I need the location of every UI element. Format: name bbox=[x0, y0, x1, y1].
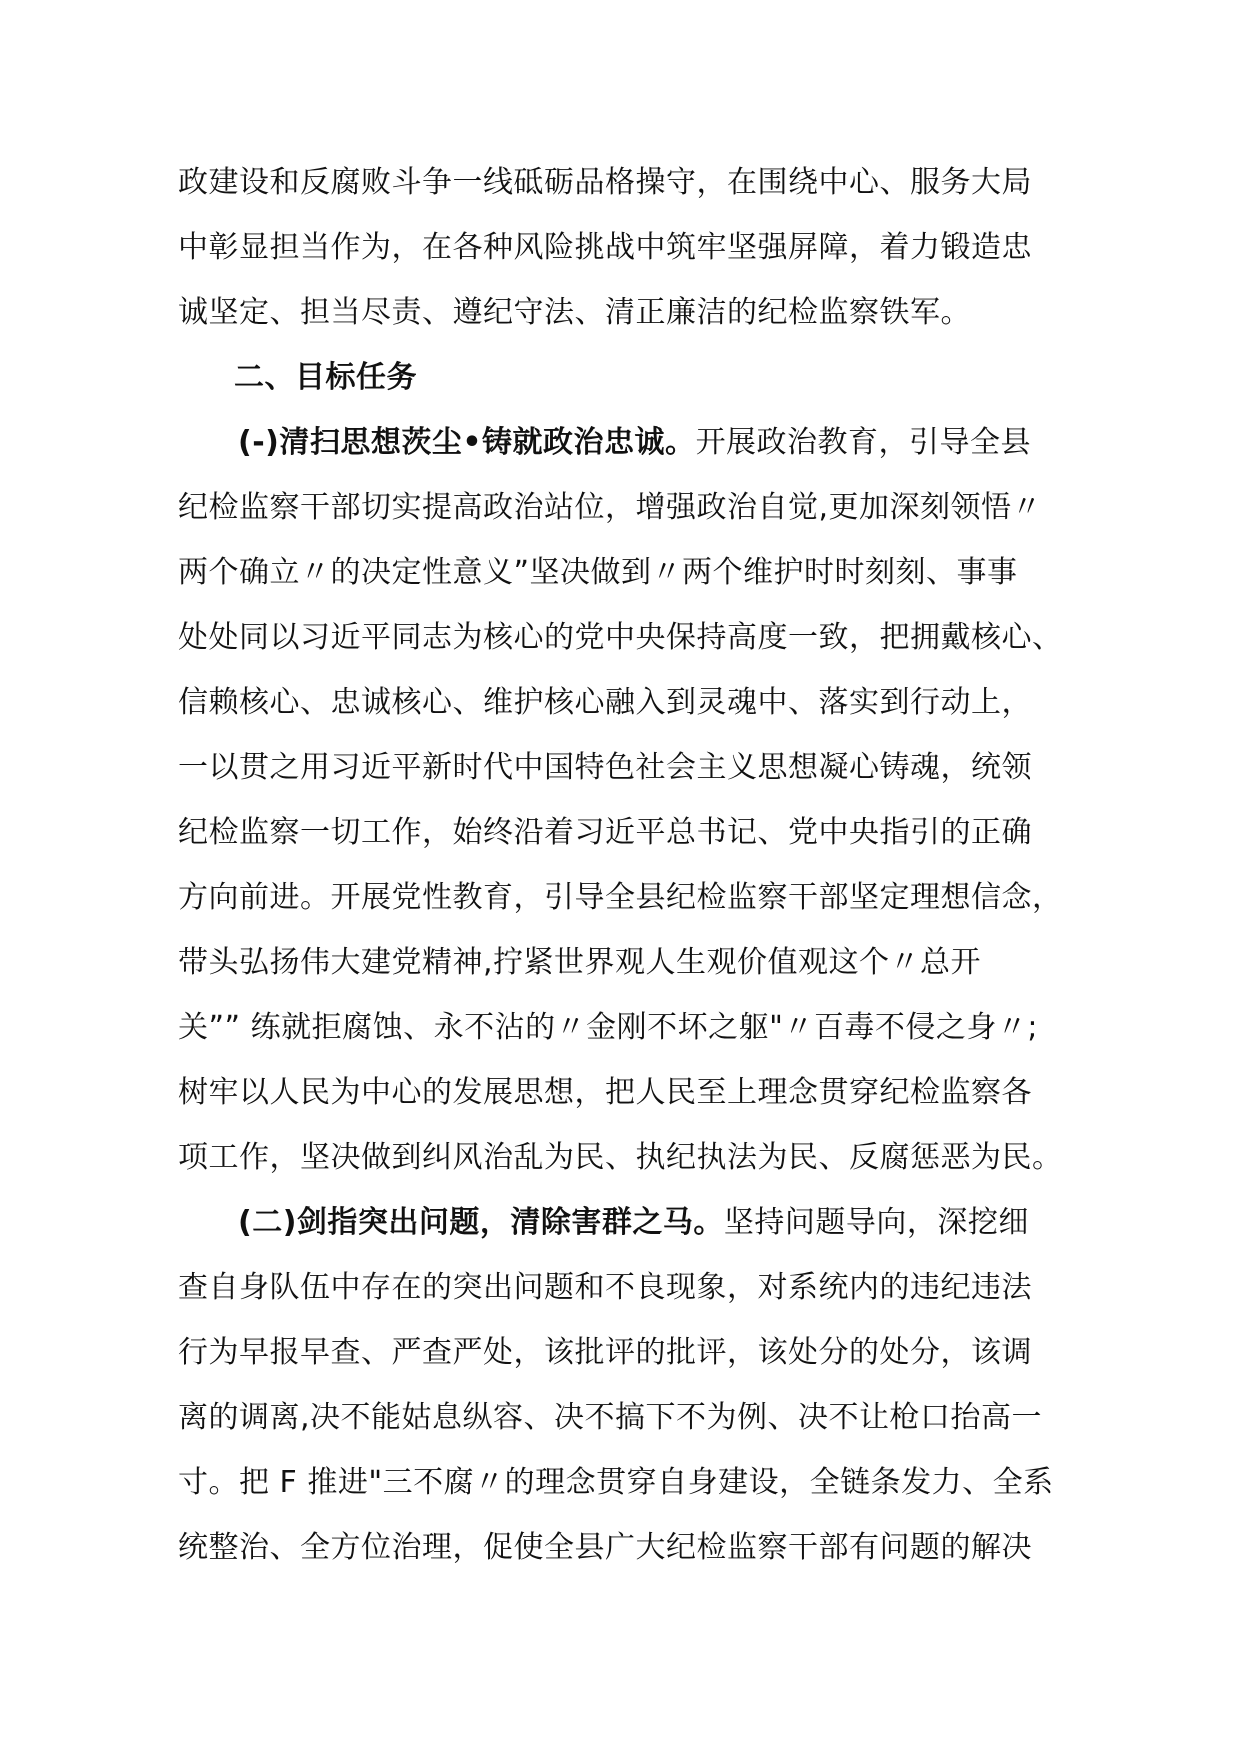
paragraph-line: 诚坚定、担当尽责、遵纪守法、清正廉洁的纪检监察铁军。 bbox=[178, 295, 971, 330]
subsection-line bbox=[178, 1190, 1078, 1255]
subsection-text: 开展政治教育，引导全县 bbox=[695, 425, 1032, 460]
subsection-line bbox=[178, 410, 1078, 475]
paragraph-line: 寸。把 F 推进"三不腐〃的理念贯穿自身建设，全链条发力、全系 bbox=[178, 1465, 1054, 1500]
paragraph-line: 一以贯之用习近平新时代中国特色社会主义思想凝心铸魂，统领 bbox=[178, 750, 1032, 785]
paragraph-line: 查自身队伍中存在的突出问题和不良现象，对系统内的违纪违法 bbox=[178, 1270, 1032, 1305]
document-body bbox=[178, 150, 1078, 1580]
paragraph-line: 行为早报早查、严查严处，该批评的批评，该处分的处分，该调 bbox=[178, 1335, 1032, 1370]
paragraph-line: 中彰显担当作为，在各种风险挑战中筑牢坚强屏障，着力锻造忠 bbox=[178, 230, 1032, 265]
section-heading: 二、目标任务 bbox=[234, 360, 417, 395]
paragraph-line: 纪检监察干部切实提高政治站位，增强政治自觉,更加深刻领悟〃 bbox=[178, 490, 1043, 525]
paragraph-line: 政建设和反腐败斗争一线砥砺品格操守，在围绕中心、服务大局 bbox=[178, 165, 1032, 200]
paragraph-line: 信赖核心、忠诚核心、维护核心融入到灵魂中、落实到行动上， bbox=[178, 685, 1032, 720]
paragraph-line: 两个确立〃的决定性意义”坚决做到〃两个维护时时刻刻、事事 bbox=[178, 555, 1018, 590]
paragraph-line: 带头弘扬伟大建党精神,拧紧世界观人生观价值观这个〃总开 bbox=[178, 945, 982, 980]
paragraph-line: 离的调离,决不能姑息纵容、决不搞下不为例、决不让枪口抬高一 bbox=[178, 1400, 1043, 1435]
subsection-title: (二)剑指突出问题，清除害群之马。 bbox=[238, 1205, 724, 1240]
paragraph-line: 处处同以习近平同志为核心的党中央保持高度一致，把拥戴核心、 bbox=[178, 620, 1063, 655]
subsection-text: 坚持问题导向，深挖细 bbox=[723, 1205, 1029, 1240]
paragraph-line: 方向前进。开展党性教育，引导全县纪检监察干部坚定理想信念， bbox=[178, 880, 1063, 915]
paragraph-line: 项工作，坚决做到纠风治乱为民、执纪执法为民、反腐惩恶为民。 bbox=[178, 1140, 1063, 1175]
paragraph-line: 统整治、全方位治理，促使全县广大纪检监察干部有问题的解决 bbox=[178, 1530, 1032, 1565]
paragraph-line: 纪检监察一切工作，始终沿着习近平总书记、党中央指引的正确 bbox=[178, 815, 1032, 850]
subsection-title: (-)清扫思想茨尘•铸就政治忠诚。 bbox=[238, 425, 696, 460]
paragraph-line: 关”” 练就拒腐蚀、永不沾的〃金刚不坏之躯"〃百毒不侵之身〃; bbox=[178, 1010, 1039, 1045]
paragraph-line: 树牢以人民为中心的发展思想，把人民至上理念贯穿纪检监察各 bbox=[178, 1075, 1032, 1110]
